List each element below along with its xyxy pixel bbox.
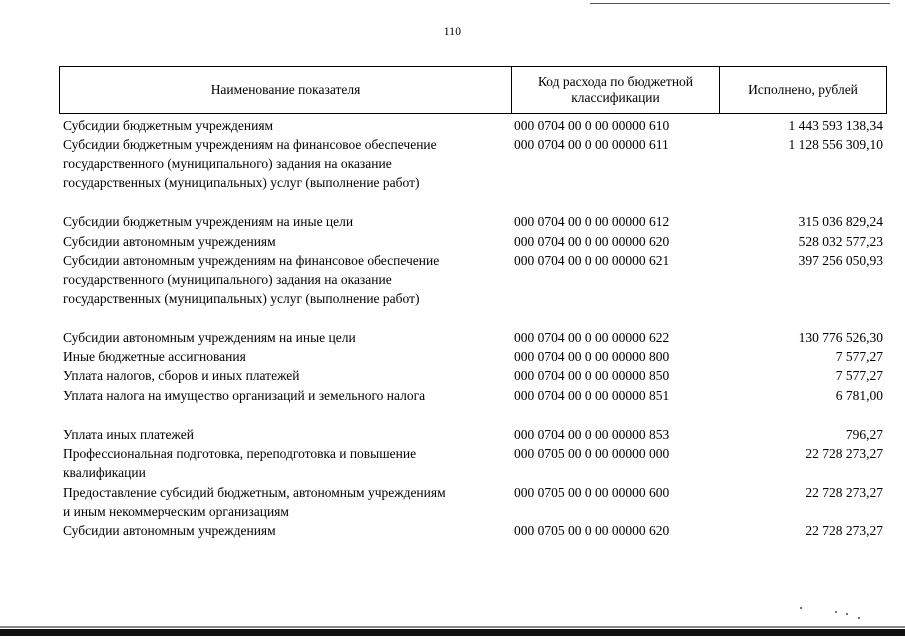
row-value: 1 443 593 138,34 <box>788 118 883 133</box>
row-name: Иные бюджетные ассигнования <box>63 349 246 364</box>
row-name: Субсидии бюджетным учреждениям на иные цели <box>63 214 354 229</box>
row-name: Уплата налога на имущество организаций и земельного налога <box>63 388 426 403</box>
table-row <box>63 444 883 482</box>
table-row <box>63 212 883 231</box>
row-code: 000 0704 00 0 00 00000 612 <box>514 214 670 229</box>
row-value: 22 728 273,27 <box>805 485 883 500</box>
row-code: 000 0704 00 0 00 00000 850 <box>514 368 670 383</box>
row-value: 6 781,00 <box>835 388 883 403</box>
row-name: Субсидии автономным учреждениям <box>63 234 276 249</box>
row-code: 000 0704 00 0 00 00000 620 <box>514 234 670 249</box>
row-value: 22 728 273,27 <box>805 446 883 461</box>
table-row <box>63 251 883 308</box>
row-code: 000 0705 00 0 00 00000 620 <box>514 523 670 538</box>
scan-edge-bar <box>0 629 905 636</box>
scan-speck <box>835 611 837 613</box>
row-name: Профессиональная подготовка, переподготовка и повышение квалификации <box>63 446 417 480</box>
table-row <box>63 116 883 135</box>
scan-speck <box>800 607 802 609</box>
scan-speck <box>858 617 860 619</box>
header-value: Исполнено, рублей <box>748 82 858 97</box>
scan-speck <box>846 613 848 615</box>
row-value: 528 032 577,23 <box>798 234 883 249</box>
table-row <box>63 386 883 405</box>
table-row <box>63 347 883 366</box>
row-code: 000 0705 00 0 00 00000 600 <box>514 485 670 500</box>
table-row <box>63 366 883 385</box>
row-value: 796,27 <box>845 427 883 442</box>
row-code: 000 0704 00 0 00 00000 853 <box>514 427 670 442</box>
row-name: Субсидии бюджетным учреждениям <box>63 118 274 133</box>
header-code: Код расхода по бюджетной классификации <box>512 67 720 113</box>
row-value: 7 577,27 <box>835 349 883 364</box>
row-code: 000 0704 00 0 00 00000 851 <box>514 388 670 403</box>
table-row <box>63 483 883 521</box>
row-name: Субсидии автономным учреждениям на иные цели <box>63 330 356 345</box>
row-name: Субсидии автономным учреждениям <box>63 523 276 538</box>
row-code: 000 0704 00 0 00 00000 611 <box>514 137 669 152</box>
table-row <box>63 328 883 347</box>
row-name: Уплата налогов, сборов и иных платежей <box>63 368 300 383</box>
row-value: 315 036 829,24 <box>798 214 883 229</box>
row-name: Субсидии бюджетным учреждениям на финансовое обеспечение государственного (муниципального) задания на оказание государственных (муниципальных) услуг (выполнение работ) <box>63 137 437 190</box>
table-row <box>63 232 883 251</box>
table-row <box>63 521 883 540</box>
row-value: 397 256 050,93 <box>798 253 883 268</box>
table-row <box>63 425 883 444</box>
row-code: 000 0704 00 0 00 00000 800 <box>514 349 670 364</box>
page-number: 110 <box>443 26 462 38</box>
scan-edge-shadow <box>0 626 905 628</box>
row-value: 7 577,27 <box>835 368 883 383</box>
row-code: 000 0704 00 0 00 00000 622 <box>514 330 670 345</box>
row-code: 000 0704 00 0 00 00000 610 <box>514 118 670 133</box>
row-name: Субсидии автономным учреждениям на финансовое обеспечение государственного (муниципального) задания на оказание государственных (муниципальных) услуг (выполнение работ) <box>63 253 440 306</box>
table-row <box>63 135 883 192</box>
row-value: 130 776 526,30 <box>798 330 883 345</box>
row-value: 22 728 273,27 <box>805 523 883 538</box>
row-name: Уплата иных платежей <box>63 427 194 442</box>
row-code: 000 0705 00 0 00 00000 000 <box>514 446 670 461</box>
top-edge-rule <box>590 3 890 4</box>
row-value: 1 128 556 309,10 <box>788 137 883 152</box>
header-name: Наименование показателя <box>60 67 512 113</box>
row-name: Предоставление субсидий бюджетным, автономным учреждениям и иным некоммерческим организациям <box>63 485 446 519</box>
row-code: 000 0704 00 0 00 00000 621 <box>514 253 670 268</box>
table-header <box>59 66 887 114</box>
